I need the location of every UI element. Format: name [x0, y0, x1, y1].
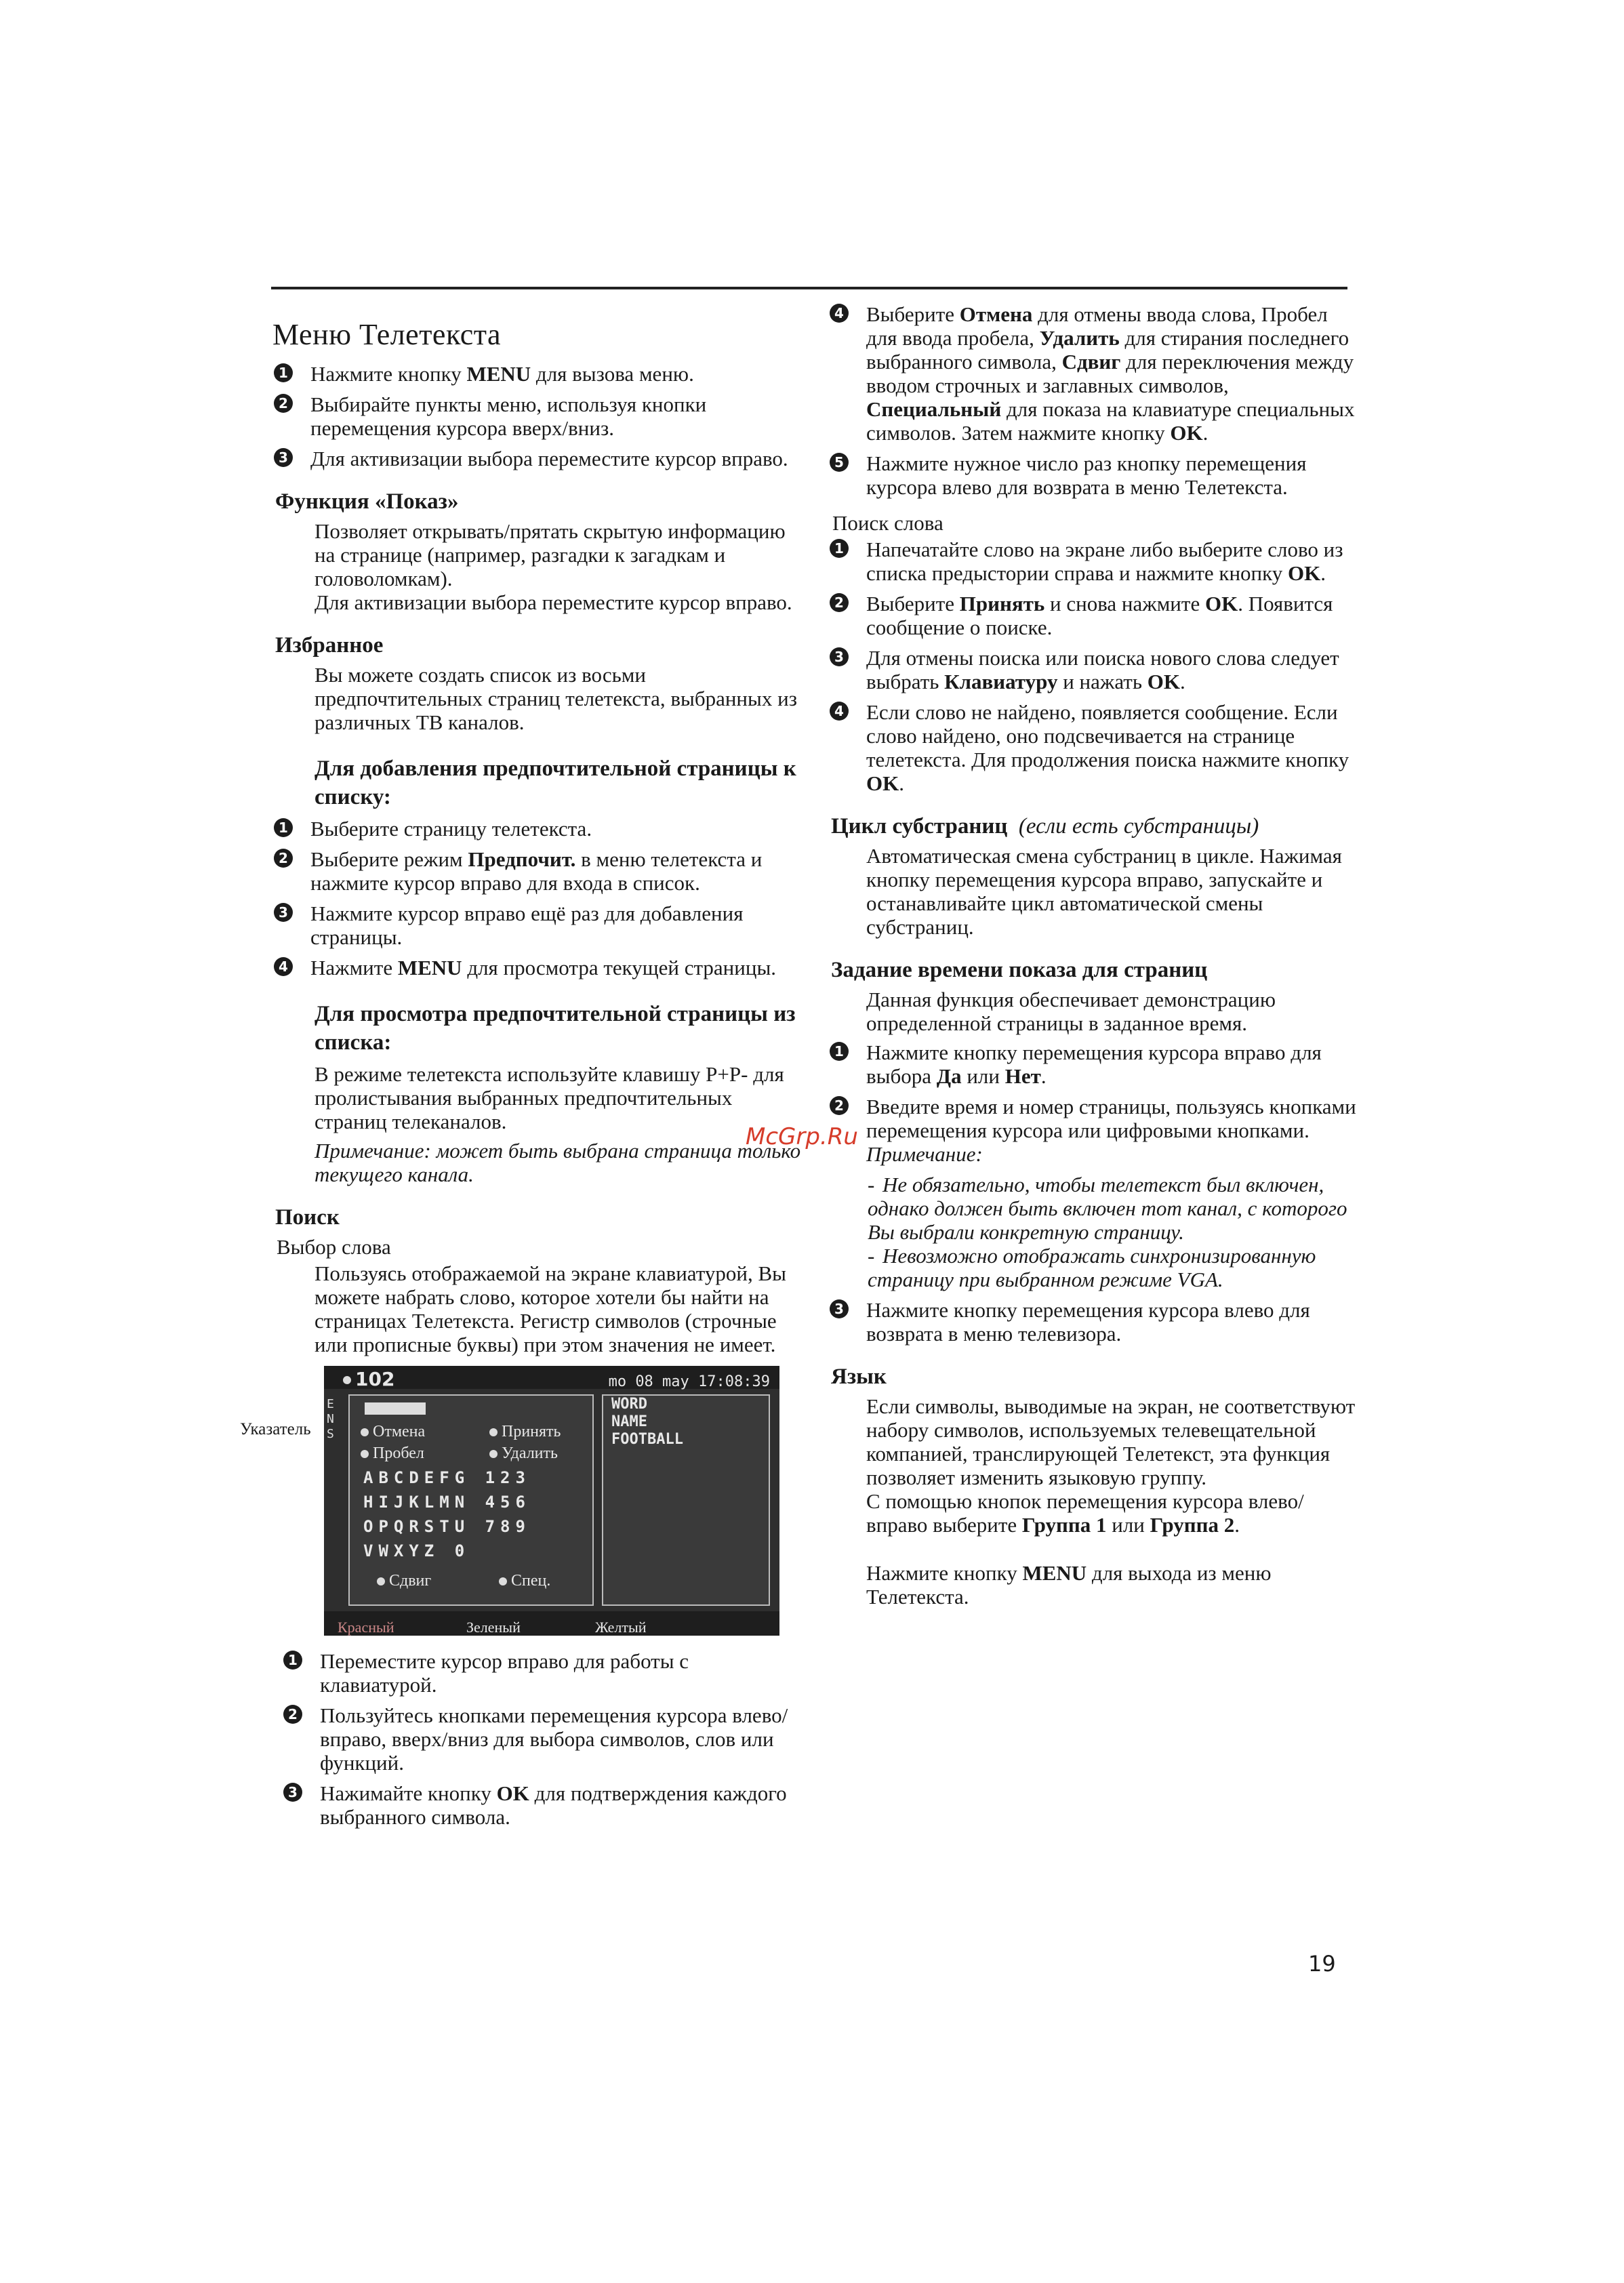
tv-clock: mo 08 may 17:08:39	[608, 1373, 770, 1390]
search-steps-2	[827, 538, 1362, 795]
list-item: 4 Если слово не найдено, появляется сообщение. Если слово найдено, оно подсвечивается на странице телетекста. Для продолжения поиска нажмите кнопку OK.	[827, 700, 1362, 795]
tv-func-special[interactable]: Спец.	[499, 1569, 550, 1593]
tv-key-row[interactable]: OPQRSTU 789	[363, 1517, 531, 1536]
subpages-text: Автоматическая смена субстраниц в цикле. Нажимая кнопку перемещения курсора вправо, запускайте и останавливайте цикл автоматической смены субстраниц.	[866, 844, 1342, 939]
tv-words-panel	[602, 1394, 770, 1606]
list-item: 1 Выберите страницу телетекста.	[271, 817, 807, 841]
tv-word[interactable]: WORD	[611, 1396, 647, 1413]
search-subtitle: Выбор слова	[277, 1235, 391, 1259]
timer-text: Данная функция обеспечивает демонстрацию определенной страницы в заданное время.	[866, 988, 1276, 1035]
tv-color-bar	[324, 1611, 779, 1636]
tv-screen	[324, 1366, 779, 1636]
tv-func-space[interactable]: Пробел	[361, 1442, 424, 1466]
language-text-2: С помощью кнопок перемещения курсора влево/вправо выберите Группа 1 или Группа 2.	[866, 1489, 1304, 1537]
timer-note-2: - Невозможно отображать синхронизированную страницу при выбранном режиме VGA.	[868, 1244, 1316, 1291]
tv-header	[324, 1366, 779, 1389]
list-item: 5 Нажмите нужное число раз кнопку перемещения курсора влево для возврата в меню Телетекста.	[827, 451, 1362, 499]
search-steps-cont	[827, 302, 1362, 499]
tv-word[interactable]: NAME	[611, 1413, 647, 1430]
tv-yellow-key[interactable]: Желтый	[595, 1619, 647, 1636]
timer-steps	[827, 1041, 1362, 1166]
tv-side-indicator: E N S	[327, 1397, 334, 1441]
reveal-title: Функция «Показ»	[275, 489, 459, 514]
tv-keyboard-panel	[348, 1394, 594, 1606]
list-item: 3 Для отмены поиска или поиска нового слова следует выбрать Клавиатуру и нажать OK.	[827, 646, 1362, 693]
menu-steps	[271, 362, 807, 470]
search-steps	[281, 1649, 807, 1829]
list-item: 4 Выберите Отмена для отмены ввода слова, Пробел для ввода пробела, Удалить для стирания последнего выбранного символа, Сдвиг для переключения между вводом строчных и заглавных символов, Специальный для показа на клавиатуре специальных символов. Затем нажмите кнопку OK.	[827, 302, 1362, 445]
tv-channel: 102	[343, 1367, 394, 1391]
timer-title: Задание времени показа для страниц	[831, 958, 1208, 982]
list-item: 3 Нажмите курсор вправо ещё раз для добавления страницы.	[271, 902, 807, 949]
list-item: 3 Нажмите кнопку перемещения курсора влево для возврата в меню телевизора.	[827, 1298, 1362, 1346]
tv-word[interactable]: FOOTBALL	[611, 1431, 683, 1448]
search-subtitle-2: Поиск слова	[832, 511, 943, 535]
list-item: 2 Введите время и номер страницы, пользуясь кнопками перемещения курсора или цифровыми кнопками. Примечание:	[827, 1095, 1362, 1166]
favorites-view-text: В режиме телетекста используйте клавишу P+P- для пролистывания выбранных предпочтительных страниц телеканалов.	[314, 1062, 784, 1133]
tv-func-shift[interactable]: Сдвиг	[377, 1569, 431, 1593]
list-item: 2 Выберите режим Предпочит. в меню телетекста и нажмите курсор вправо для входа в список.	[271, 847, 807, 895]
tv-screenshot	[240, 1366, 807, 1637]
list-item: 1 Нажмите кнопку MENU для вызова меню.	[271, 362, 807, 386]
tv-input-field[interactable]	[365, 1402, 426, 1415]
tv-func-cancel[interactable]: Отмена	[361, 1420, 425, 1444]
reveal-text: Позволяет открывать/прятать скрытую информацию на странице (например, разгадки к загадкам и головоломкам).	[314, 519, 786, 590]
list-item: 1 Переместите курсор вправо для работы с клавиатурой.	[281, 1649, 807, 1697]
list-item: 3 Для активизации выбора переместите курсор вправо.	[271, 447, 807, 470]
left-column	[240, 298, 807, 1836]
list-item: 2 Выберите Принять и снова нажмите OK. Появится сообщение о поиске.	[827, 592, 1362, 639]
list-item: 4 Нажмите MENU для просмотра текущей страницы.	[271, 956, 807, 979]
list-item: 1 Напечатайте слово на экране либо выберите слово из списка предыстории справа и нажмите кнопку OK.	[827, 538, 1362, 585]
favorites-add-steps	[271, 817, 807, 979]
language-exit: Нажмите кнопку MENU для выхода из меню Телетекста.	[866, 1561, 1272, 1609]
tv-key-row[interactable]: ABCDEFG 123	[363, 1468, 531, 1487]
tv-key-row[interactable]: HIJKLMN 456	[363, 1493, 531, 1512]
watermark: McGrp.Ru	[746, 1123, 858, 1150]
tv-red-key[interactable]: Красный	[338, 1619, 394, 1636]
list-item: 1 Нажмите кнопку перемещения курсора вправо для выбора Да или Нет.	[827, 1041, 1362, 1088]
tv-func-accept[interactable]: Принять	[489, 1420, 561, 1444]
tv-func-delete[interactable]: Удалить	[489, 1442, 558, 1466]
tv-key-row[interactable]: VWXYZ 0	[363, 1541, 470, 1560]
top-rule	[271, 287, 1347, 289]
menu-title: Меню Телетекста	[272, 318, 502, 351]
search-text: Пользуясь отображаемой на экране клавиатурой, Вы можете набрать слово, которое хотели бы найти на страницах Телетекста. Регистр символов (строчные или прописные буквы) при этом значения не имеет.	[314, 1261, 787, 1356]
tv-green-key[interactable]: Зеленый	[466, 1619, 521, 1636]
favorites-view-note: Примечание: может быть выбрана страница только текущего канала.	[314, 1139, 801, 1186]
page-number: 19	[1308, 1951, 1336, 1977]
pointer-label: Указатель	[240, 1420, 311, 1438]
favorites-text: Вы можете создать список из восьми предпочтительных страниц телетекста, выбранных из различных ТВ каналов.	[314, 663, 797, 734]
timer-note-label: Примечание:	[866, 1142, 983, 1166]
list-item: 2 Выбирайте пункты меню, используя кнопки перемещения курсора вверх/вниз.	[271, 392, 807, 440]
language-title: Язык	[831, 1365, 887, 1389]
favorites-view-title: Для просмотра предпочтительной страницы из списка:	[314, 1002, 796, 1055]
language-text: Если символы, выводимые на экран, не соответствуют набору символов, используемых телевещательной компанией, транслирующей Телетекст, эта функция позволяет изменить языковую группу.	[866, 1394, 1356, 1489]
favorites-add-title: Для добавления предпочтительной страницы к списку:	[314, 756, 796, 809]
timer-note-1: - Не обязательно, чтобы телетекст был включен, однако должен быть включен тот канал, с которого Вы выбрали конкретную страницу.	[868, 1173, 1347, 1244]
search-title: Поиск	[275, 1205, 340, 1230]
right-column	[827, 298, 1362, 1609]
favorites-title: Избранное	[275, 633, 384, 658]
subpages-title: Цикл субстраниц (если есть субстраницы)	[831, 814, 1259, 839]
list-item: 2 Пользуйтесь кнопками перемещения курсора влево/вправо, вверх/вниз для выбора символов, слов или функций.	[281, 1703, 807, 1775]
reveal-text-2: Для активизации выбора переместите курсор вправо.	[314, 590, 792, 614]
timer-steps-3	[827, 1298, 1362, 1346]
list-item: 3 Нажимайте кнопку OK для подтверждения каждого выбранного символа.	[281, 1781, 807, 1829]
